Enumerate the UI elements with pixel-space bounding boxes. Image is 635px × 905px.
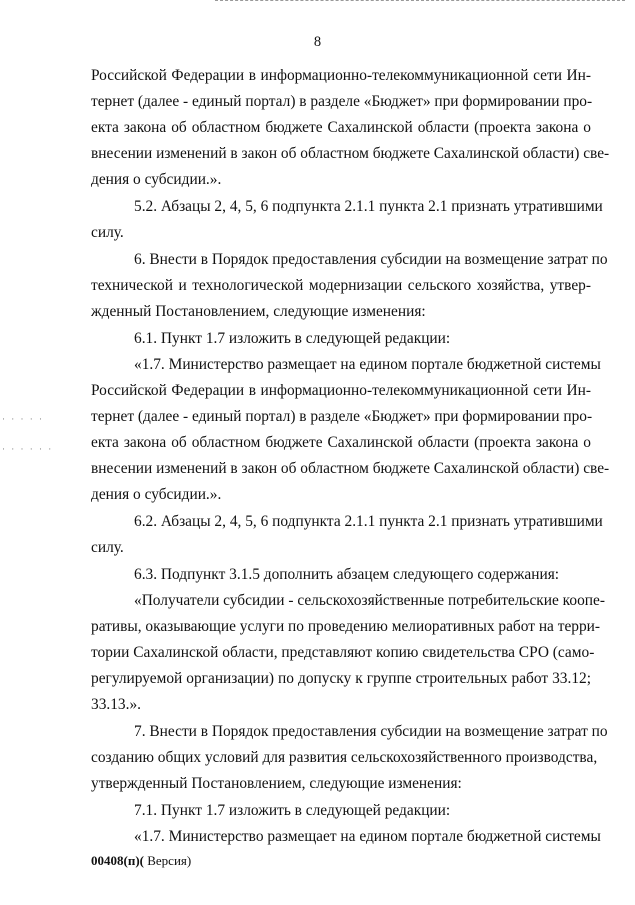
text-line: утвержденный Постановлением, следующие изменения: [91, 775, 462, 792]
top-border-line [215, 0, 625, 2]
text-line: тернет (далее - единый портал) в разделе «Бюджет» при формировании про- [91, 93, 593, 110]
text-line: екта закона об областном бюджете Сахалинской области (проекта закона о [91, 119, 591, 136]
text-line: 5.2. Абзацы 2, 4, 5, 6 подпункта 2.1.1 пункта 2.1 признать утратившими [134, 198, 603, 215]
document-version: Версия) [143, 853, 192, 868]
document-code: 00408(п)( [91, 853, 144, 868]
text-line: дения о субсидии.». [91, 171, 222, 188]
text-line: 6.1. Пункт 1.7 изложить в следующей редакции: [134, 330, 451, 347]
text-line: Российской Федерации в информационно-телекоммуникационной сети Ин- [91, 67, 591, 84]
scan-artifact-marks: · · · · · · · · · · · [2, 414, 54, 454]
text-line: «Получатели субсидии - сельскохозяйственные потребительские коопе- [134, 592, 605, 609]
text-line: 7. Внести в Порядок предоставления субсидии на возмещение затрат по [134, 723, 608, 740]
text-line: 6. Внести в Порядок предоставления субсидии на возмещение затрат по [134, 251, 608, 268]
text-line: дения о субсидии.». [91, 486, 222, 503]
text-line: жденный Постановлением, следующие изменения: [91, 303, 426, 320]
text-line: регулируемой организации) по допуску к группе строительных работ 33.12; [91, 670, 591, 687]
page-number: 8 [313, 34, 322, 50]
text-line: внесении изменений в закон об областном бюджете Сахалинской области) све- [91, 460, 610, 477]
text-line: 6.3. Подпункт 3.1.5 дополнить абзацем следующего содержания: [134, 566, 560, 583]
text-line: 33.13.». [91, 696, 142, 713]
text-line: 6.2. Абзацы 2, 4, 5, 6 подпункта 2.1.1 пункта 2.1 признать утратившими [134, 513, 603, 530]
text-line: силу. [91, 539, 124, 556]
text-line: внесении изменений в закон об областном бюджете Сахалинской области) све- [91, 145, 610, 162]
text-line: технической и технологической модернизации сельского хозяйства, утвер- [91, 277, 591, 294]
text-line: тории Сахалинской области, представляют копию свидетельства СРО (само- [91, 644, 595, 661]
text-line: силу. [91, 224, 124, 241]
text-line: созданию общих условий для развития сельскохозяйственного производства, [91, 749, 598, 766]
text-line: Российской Федерации в информационно-телекоммуникационной сети Ин- [91, 382, 591, 399]
text-line: 7.1. Пункт 1.7 изложить в следующей редакции: [134, 802, 451, 819]
text-line: екта закона об областном бюджете Сахалинской области (проекта закона о [91, 434, 591, 451]
text-line: «1.7. Министерство размещает на едином портале бюджетной системы [134, 356, 601, 373]
text-line: ративы, оказывающие услуги по проведению мелиоративных работ на терри- [91, 618, 601, 635]
text-line: тернет (далее - единый портал) в разделе «Бюджет» при формировании про- [91, 408, 593, 425]
document-footer [91, 853, 191, 869]
text-line: «1.7. Министерство размещает на едином портале бюджетной системы [134, 828, 601, 845]
